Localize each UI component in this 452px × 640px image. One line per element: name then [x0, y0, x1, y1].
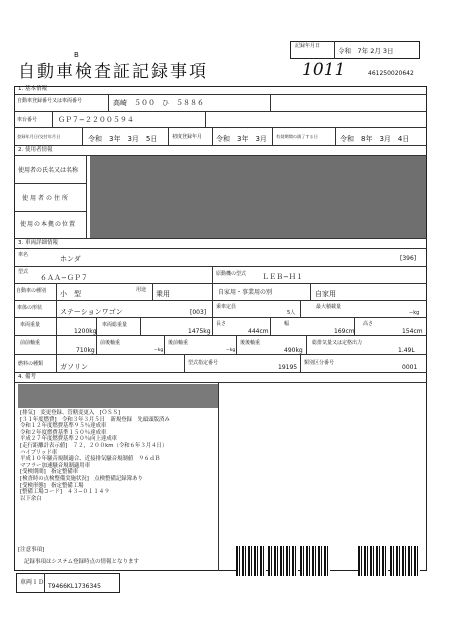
displacement-value: 1.49L — [398, 347, 415, 354]
classification-value: 0001 — [402, 364, 418, 371]
reg-number-value: 高崎 ５００ ひ ５８８６ — [113, 99, 204, 107]
qr-code-icon — [236, 546, 266, 576]
rear-axle-label: 後後軸重 — [240, 340, 261, 346]
height-label: 高さ — [363, 321, 374, 327]
front-axle-label: 前前軸重 — [20, 340, 41, 346]
width-label: 幅 — [284, 321, 290, 327]
vehicle-kind-value: 小 型 — [60, 290, 81, 298]
remark-line: 平成１０年騒音規制適合、近接排気騒音規制値 ９６ｄＢ — [20, 456, 161, 463]
remark-line: 平成２７年度燃費基準２０％向上達成車 — [20, 436, 118, 443]
remark-line: 以下余白 — [20, 495, 42, 502]
qr-code-icon — [300, 546, 330, 576]
first-reg-value: 令和 3年 3月 — [216, 135, 267, 143]
displacement-label: 総排気量又は定格出力 — [312, 340, 363, 346]
notice-label: [注意事項] — [18, 547, 45, 553]
engine-model-label: 原動機の型式 — [216, 271, 247, 277]
body-shape-label: 車体の形状 — [17, 305, 43, 311]
length-label: 長さ — [216, 321, 227, 327]
remark-line: ハイブリッド車 — [20, 449, 58, 456]
car-id-label: 車両ＩＤ — [20, 579, 45, 586]
body-shape-value: ステーションワゴン — [60, 308, 123, 316]
user-section-title: 2. 使用者情報 — [18, 147, 53, 153]
form-letter: B — [74, 51, 79, 59]
handwritten-number: 1011 — [302, 60, 346, 80]
maker-code: [396] — [400, 255, 417, 262]
vehicle-weight-value: 1200kg — [74, 328, 97, 335]
qr-code-icon — [358, 546, 388, 576]
max-load-label: 最大積載量 — [316, 304, 342, 310]
record-date-label: 記録年月日 — [295, 43, 321, 49]
gross-weight-label: 車両総重量 — [102, 322, 128, 328]
remarks-section-title: 4. 備考 — [18, 374, 36, 380]
remark-line: [整備工場コード] ４３−０１１４９ — [20, 489, 110, 496]
remark-line: 令和２年度燃費基準１５０％達成車 — [20, 429, 107, 436]
rear-axle-value: 490kg — [284, 347, 303, 354]
max-load-value: −kg — [409, 310, 420, 316]
qr-code-icon — [390, 546, 420, 576]
page-title: 自動車検査証記録事項 — [18, 62, 208, 82]
record-date-value: 令和 7年 2月 3日 — [338, 47, 394, 55]
model-value: ６ＡＡ−ＧＰ７ — [40, 274, 88, 282]
redacted-user-info — [90, 156, 426, 238]
maker-value: ホンダ — [60, 255, 81, 263]
basic-section-title: 1. 基本情報 — [18, 86, 47, 92]
use-value: 乗用 — [156, 290, 170, 298]
vehicle-kind-label: 自動車の種別 — [16, 288, 47, 294]
private-business-value: 自家用 — [315, 290, 336, 298]
private-business-label: 自家用・事業用の別 — [218, 289, 273, 296]
maker-label: 車名 — [18, 252, 29, 258]
capacity-label: 乗車定員 — [216, 304, 237, 310]
car-id-value: T9466KL1736345 — [48, 583, 101, 590]
record-number: 461250020642 — [368, 70, 414, 77]
reg-date-value: 令和 3年 3月 5日 — [88, 135, 158, 143]
approval-number-value: 19195 — [278, 364, 298, 371]
reg-number-label: 自動車登録番号又は車両番号 — [17, 98, 83, 104]
vehicle-weight-label: 車両重量 — [20, 322, 41, 328]
chassis-label: 車台番号 — [17, 117, 38, 123]
remark-line: マフラー加速騒音規制適用車 — [20, 462, 91, 469]
remark-line: [受検期間] 指定整備車 — [20, 469, 79, 476]
front-rear-axle-label: 前後軸重 — [100, 340, 121, 346]
redacted-remarks — [18, 384, 218, 408]
user-name-label: 使用者の氏名又は名称 — [18, 167, 79, 174]
front-axle-value: 710kg — [76, 347, 95, 354]
first-reg-label: 初度登録年月 — [172, 134, 203, 140]
rear-front-axle-value: −kg — [226, 348, 236, 353]
capacity-value: 5人 — [287, 310, 296, 316]
body-shape-code: [003] — [190, 309, 207, 316]
use-label: 用途 — [136, 287, 147, 293]
remark-line: [検査時の点検整備実施状況] 点検整備記録簿あり — [20, 475, 143, 482]
height-value: 154cm — [402, 328, 423, 335]
qr-code-icon — [268, 546, 298, 576]
remark-line: [受検形態] 指定整備工場 — [20, 482, 84, 489]
width-value: 169cm — [334, 328, 355, 335]
model-label: 型式 — [18, 269, 29, 275]
rear-front-axle-label: 後前軸重 — [168, 340, 189, 346]
expiry-value: 令和 8年 3月 4日 — [340, 135, 410, 143]
expiry-label: 有効期間の満了する日 — [276, 134, 318, 139]
remarks-list — [20, 410, 216, 502]
vehicle-section-title: 3. 車両詳細情報 — [18, 240, 58, 246]
gross-weight-value: 1475kg — [188, 328, 211, 335]
length-value: 444cm — [248, 328, 269, 335]
chassis-value: ＧＰ７−２２００５９４ — [58, 116, 134, 124]
fuel-type-value: ガソリン — [60, 363, 88, 371]
reg-date-label: 登録年月日/交付年月日 — [17, 134, 61, 139]
notice-text: 記録事項はシステム登録時点の情報となります — [24, 559, 139, 565]
remark-line: 令和１２年度燃費基準９５％達成車 — [20, 423, 107, 430]
classification-label: 類別区分番号 — [304, 360, 335, 366]
approval-number-label: 型式指定番号 — [188, 360, 219, 366]
fuel-type-label: 燃料の種類 — [18, 361, 44, 367]
user-base-label: 使用の本拠の位置 — [20, 221, 77, 228]
remark-line: [３１年度燃費] 令和３年３月５日 新規登録 先頭頭版済み — [20, 416, 170, 423]
front-rear-axle-value: −kg — [154, 348, 164, 353]
user-address-label: 使用者の住所 — [22, 195, 71, 202]
engine-model-value: ＬＥＢ−Ｈ１ — [262, 273, 303, 281]
remark-line: [走行距離計表示値] ７２，２００km（令和６年３月４日） — [20, 442, 168, 449]
remark-line: [排気] 変更登録、管轄変更入 [ＯＳＳ] — [20, 410, 121, 416]
